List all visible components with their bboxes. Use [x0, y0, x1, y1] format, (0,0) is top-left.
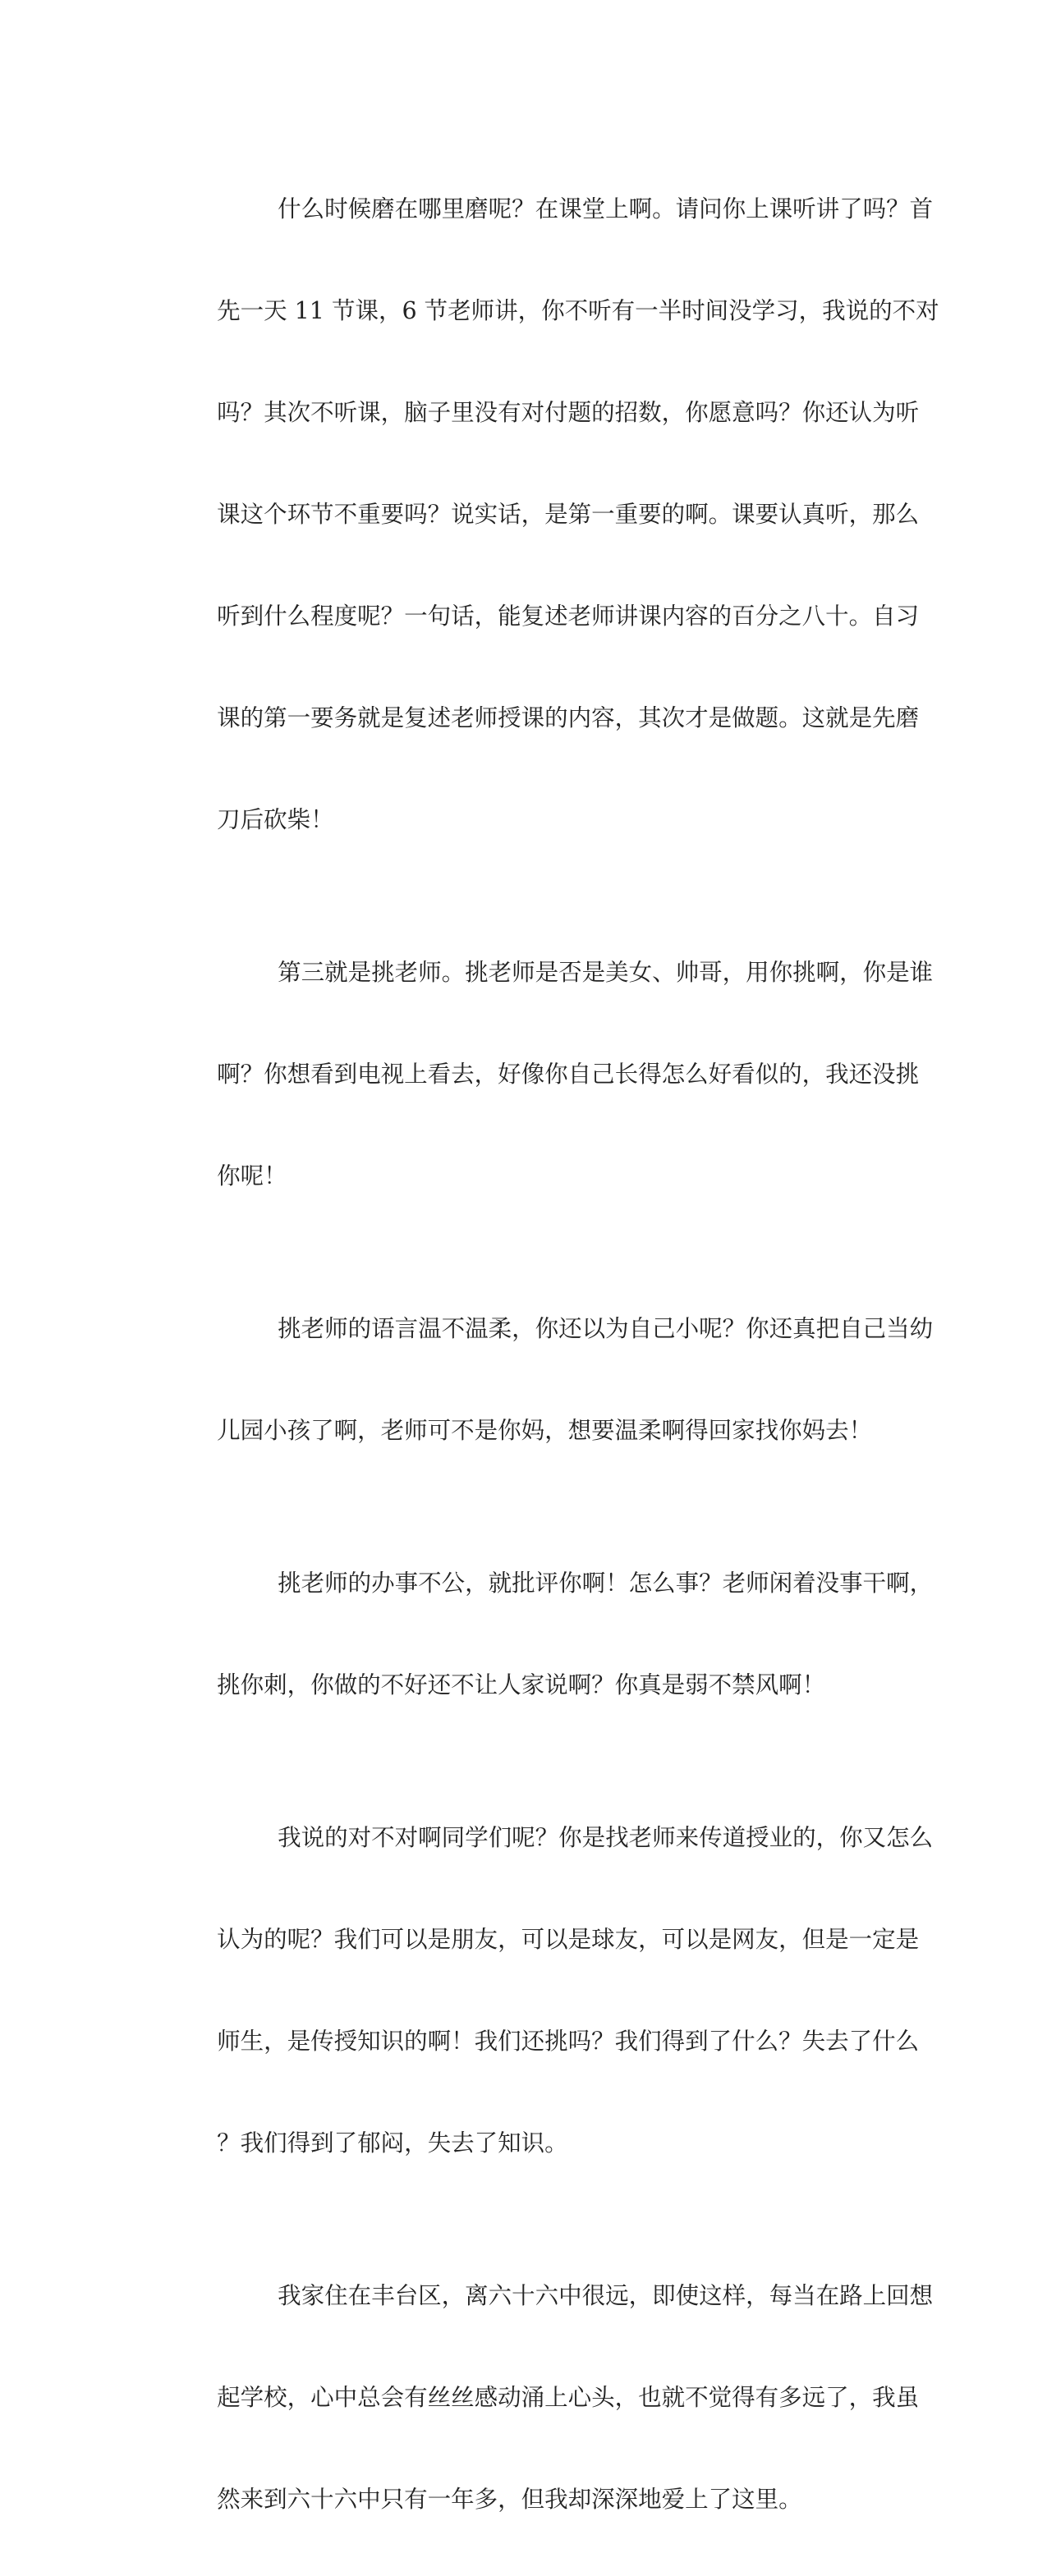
paragraph-line: 先一天 11 节课，6 节老师讲，你不听有一半时间没学习，我说的不对: [217, 297, 939, 324]
paragraph-line: ？我们得到了郁闷，失去了知识。: [217, 2129, 568, 2157]
paragraph-line: 你呢！: [217, 1162, 287, 1189]
paragraph-line: 刀后砍柴！: [217, 806, 334, 833]
paragraph-line: 然来到六十六中只有一年多，但我却深深地爱上了这里。: [217, 2486, 802, 2513]
paragraph-2: [156, 896, 934, 1253]
paragraph-line: 课这个环节不重要吗？说实话，是第一重要的啊。课要认真听，那么: [217, 501, 920, 528]
paragraph-line: 吗？其次不听课，脑子里没有对付题的招数，你愿意吗？你还认为听: [217, 399, 920, 426]
paragraph-line: 挑你刺，你做的不好还不让人家说啊？你真是弱不禁风啊！: [217, 1671, 826, 1698]
paragraph-line: 我家住在丰台区，离六十六中很远，即使这样，每当在路上回想: [278, 2282, 934, 2309]
paragraph-line: 我说的对不对啊同学们呢？你是找老师来传道授业的，你又怎么: [278, 1824, 934, 1851]
paragraph-line: 什么时候磨在哪里磨呢？在课堂上啊。请问你上课听讲了吗？首: [278, 195, 934, 222]
paragraph-4: [156, 1507, 934, 1762]
paragraph-line: 认为的呢？我们可以是朋友，可以是球友，可以是网友，但是一定是: [217, 1926, 920, 1953]
paragraph-line: 挑老师的办事不公，就批评你啊！怎么事？老师闲着没事干啊，: [278, 1570, 934, 1597]
paragraph-line: 师生，是传授知识的啊！我们还挑吗？我们得到了什么？失去了什么: [217, 2028, 920, 2055]
paragraph-line: 挑老师的语言温不温柔，你还以为自己小呢？你还真把自己当幼: [278, 1315, 934, 1342]
paragraph-line: 起学校，心中总会有丝丝感动涌上心头，也就不觉得有多远了，我虽: [217, 2384, 920, 2411]
paragraph-3: [156, 1253, 934, 1507]
paragraph-line: 儿园小孩了啊，老师可不是你妈，想要温柔啊得回家找你妈去！: [217, 1417, 873, 1444]
document-body: [156, 133, 939, 2576]
paragraph-line: 听到什么程度呢？一句话，能复述老师讲课内容的百分之八十。自习: [217, 603, 920, 630]
paragraph-1: [156, 133, 939, 896]
paragraph-line: 课的第一要务就是复述老师授课的内容，其次才是做题。这就是先磨: [217, 704, 920, 731]
paragraph-5: [156, 1762, 934, 2220]
paragraph-line: 第三就是挑老师。挑老师是否是美女、帅哥，用你挑啊，你是谁: [278, 959, 934, 986]
paragraph-6: [156, 2220, 934, 2576]
paragraph-line: 啊？你想看到电视上看去，好像你自己长得怎么好看似的，我还没挑: [217, 1061, 920, 1088]
